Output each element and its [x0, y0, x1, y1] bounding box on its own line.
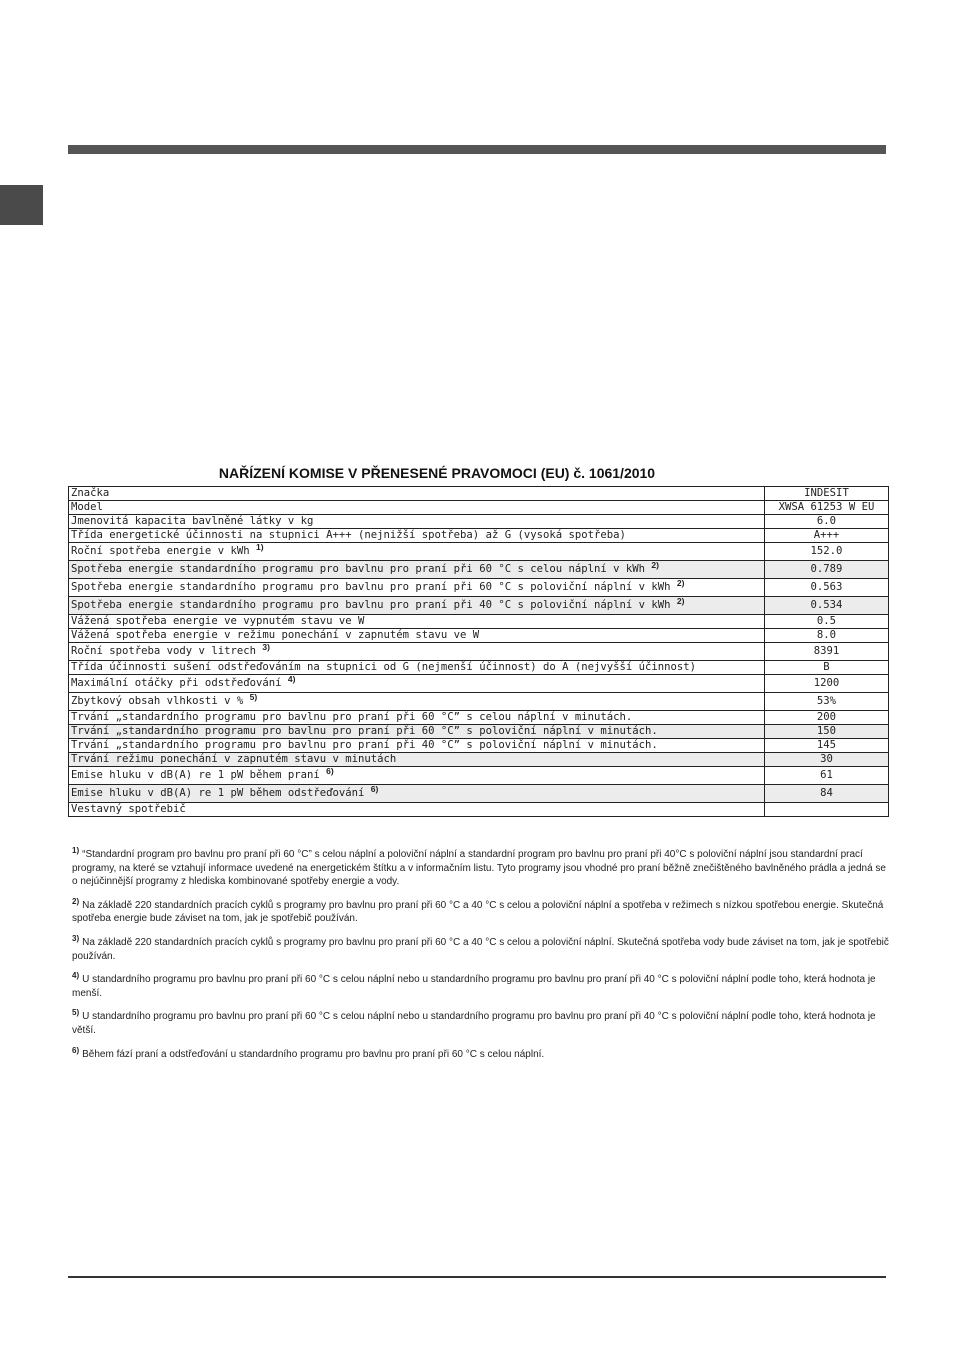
row-label-cell	[69, 725, 765, 739]
footnote-ref: 3)	[262, 642, 270, 652]
page-title: NAŘÍZENÍ KOMISE V PŘENESENÉ PRAVOMOCI (EU) č. 1061/2010	[218, 465, 656, 481]
row-label-cell	[69, 675, 765, 693]
table-row	[69, 675, 889, 693]
footnote-ref: 2)	[676, 578, 685, 588]
footnote-text: Během fází praní a odstřeďování u standardního programu pro bavlnu pro praní při 60 °C s celou náplní.	[82, 1048, 545, 1060]
row-label: Vážená spotřeba energie ve vypnutém stavu ve W	[71, 615, 365, 627]
row-label-cell	[69, 693, 765, 711]
row-label: Vestavný spotřebič	[71, 803, 186, 815]
row-label: Jmenovitá kapacita bavlněné látky v kg	[71, 515, 314, 527]
table-row	[69, 693, 889, 711]
row-label-cell	[69, 785, 765, 803]
row-label-cell	[69, 711, 765, 725]
footnote	[72, 933, 892, 963]
row-label-cell	[69, 615, 765, 629]
footnote-ref: 2)	[676, 596, 685, 606]
row-label: Spotřeba energie standardního programu pro bavlnu pro praní při 60 °C s celou náplní v kWh	[71, 563, 646, 575]
row-label-cell	[69, 515, 765, 529]
row-label: Trvání „standardního programu pro bavlnu pro praní při 60 °C” s poloviční náplní v minutách.	[71, 725, 658, 737]
table-row	[69, 643, 889, 661]
table-row	[69, 767, 889, 785]
row-label-cell	[69, 543, 765, 561]
row-label-cell	[69, 579, 765, 597]
row-value: 8391	[765, 643, 889, 661]
row-label-cell	[69, 529, 765, 543]
row-value: INDESIT	[765, 487, 889, 501]
row-label-cell	[69, 767, 765, 785]
row-value: 152.0	[765, 543, 889, 561]
row-label: Trvání „standardního programu pro bavlnu pro praní při 60 °C” s celou náplní v minutách.	[71, 711, 633, 723]
row-label: Trvání režimu ponechání v zapnutém stavu v minutách	[71, 753, 397, 765]
footnotes	[72, 848, 892, 1071]
footnote-text: Na základě 220 standardních pracích cyklů s programy pro bavlnu pro praní při 60 °C a 40 °C s celou a poloviční náplní. Skutečná spotřeba vody bude záviset na tom, jak je spotřebič používán.	[72, 936, 889, 962]
row-value: 84	[765, 785, 889, 803]
table-row	[69, 629, 889, 643]
row-label: Vážená spotřeba energie v režimu ponechání v zapnutém stavu ve W	[71, 629, 480, 641]
table-row	[69, 753, 889, 767]
footnote-mark: 5)	[72, 1008, 80, 1018]
row-value: 1200	[765, 675, 889, 693]
footnote-mark: 1)	[72, 846, 80, 855]
footnote-ref: 2)	[651, 560, 659, 570]
row-label-cell	[69, 597, 765, 615]
table-row	[69, 579, 889, 597]
table-row	[69, 739, 889, 753]
row-value: 0.5	[765, 615, 889, 629]
table-row	[69, 803, 889, 817]
footnote-text: U standardního programu pro bavlnu pro praní při 60 °C s celou náplní nebo u standardního programu pro bavlnu pro praní při 40 °C s poloviční náplní podle toho, která hodnota je větší.	[72, 1011, 876, 1036]
table-row	[69, 711, 889, 725]
footnote	[72, 973, 892, 1000]
row-label-cell	[69, 643, 765, 661]
table-row	[69, 615, 889, 629]
row-label-cell	[69, 739, 765, 753]
row-label-cell	[69, 629, 765, 643]
row-label: Zbytkový obsah vlhkosti v %	[71, 695, 244, 707]
row-label: Emise hluku v dB(A) re 1 pW během odstřeďování	[71, 787, 365, 799]
table-row	[69, 661, 889, 675]
row-value: 8.0	[765, 629, 889, 643]
footnote-mark: 6)	[72, 1045, 80, 1055]
row-label: Trvání „standardního programu pro bavlnu pro praní při 40 °C” s poloviční náplní v minutách.	[71, 739, 658, 751]
row-value: 0.563	[765, 579, 889, 597]
table-row	[69, 561, 889, 579]
spec-table	[68, 486, 889, 817]
row-value: 200	[765, 711, 889, 725]
bottom-rule	[68, 1276, 886, 1278]
row-label: Roční spotřeba vody v litrech	[71, 645, 256, 657]
row-label: Roční spotřeba energie v kWh	[71, 545, 250, 557]
footnote	[72, 848, 892, 889]
row-label: Model	[71, 501, 103, 513]
table-row	[69, 529, 889, 543]
row-label-cell	[69, 487, 765, 501]
row-value: 30	[765, 753, 889, 767]
footnote-ref: 6)	[326, 766, 334, 776]
row-label: Spotřeba energie standardního programu pro bavlnu pro praní při 40 °C s poloviční náplní v kWh	[71, 599, 671, 611]
footnote-ref: 4)	[287, 674, 296, 684]
footnote-ref: 6)	[370, 784, 379, 794]
row-label-cell	[69, 501, 765, 515]
table-row	[69, 515, 889, 529]
table-row	[69, 487, 889, 501]
footnote-ref: 5)	[249, 692, 258, 702]
footnote-text: Na základě 220 standardních pracích cyklů s programy pro bavlnu pro praní při 60 °C a 40 °C s celou a poloviční náplní a spotřeba v režimech s nízkou spotřebou energie. Skutečná spotřeba energie bude záviset na tom, jak je spotřebič používán.	[72, 899, 884, 925]
footnote	[72, 1045, 892, 1062]
row-label: Třída energetické účinnosti na stupnici A+++ (nejnižší spotřeba) až G (vysoká spotřeba)	[71, 529, 626, 541]
row-value: B	[765, 661, 889, 675]
footnote-ref: 1)	[255, 542, 264, 552]
footnote-mark: 2)	[72, 896, 80, 906]
row-value: A+++	[765, 529, 889, 543]
row-value	[765, 803, 889, 817]
row-label: Maximální otáčky při odstřeďování	[71, 677, 282, 689]
footnote-text: U standardního programu pro bavlnu pro praní při 60 °C s celou náplní nebo u standardního programu pro bavlnu pro praní při 40 °C s poloviční náplní podle toho, která hodnota je menší.	[72, 974, 876, 999]
row-label-cell	[69, 661, 765, 675]
side-tab-marker	[0, 185, 43, 225]
footnote-mark: 3)	[72, 933, 80, 943]
footnote-mark: 4)	[72, 971, 80, 981]
row-label-cell	[69, 803, 765, 817]
row-label-cell	[69, 561, 765, 579]
row-value: 0.534	[765, 597, 889, 615]
table-row	[69, 597, 889, 615]
table-row	[69, 785, 889, 803]
row-value: 0.789	[765, 561, 889, 579]
row-value: 53%	[765, 693, 889, 711]
row-value: 61	[765, 767, 889, 785]
top-rule	[68, 145, 886, 154]
row-value: 145	[765, 739, 889, 753]
row-label: Značka	[71, 487, 110, 499]
footnote-text: “Standardní program pro bavlnu pro praní při 60 °C” s celou náplní a poloviční náplní a standardní program pro bavlnu pro praní při 40°C s poloviční náplní jsou standardní prací programy, na které se vztahují informace uvedené na energetickém štítku a v informačním listu. Tyto programy jsou vhodné pro praní běžně znečištěného bavlněného prádla a jedná se o nejúčinnější programy z hlediska kombinované spotřeby energie a vody.	[72, 849, 886, 888]
row-value: XWSA 61253 W EU	[765, 501, 889, 515]
footnote	[72, 896, 892, 926]
footnote	[72, 1010, 892, 1037]
table-row	[69, 543, 889, 561]
table-row	[69, 501, 889, 515]
row-label-cell	[69, 753, 765, 767]
row-label: Třída účinnosti sušení odstřeďováním na stupnici od G (nejmenší účinnost) do A (nejvyšší účinnost)	[71, 661, 697, 673]
row-value: 150	[765, 725, 889, 739]
row-label: Spotřeba energie standardního programu pro bavlnu pro praní při 60 °C s poloviční náplní v kWh	[71, 581, 671, 593]
row-label: Emise hluku v dB(A) re 1 pW během praní	[71, 769, 320, 781]
table-row	[69, 725, 889, 739]
row-value: 6.0	[765, 515, 889, 529]
